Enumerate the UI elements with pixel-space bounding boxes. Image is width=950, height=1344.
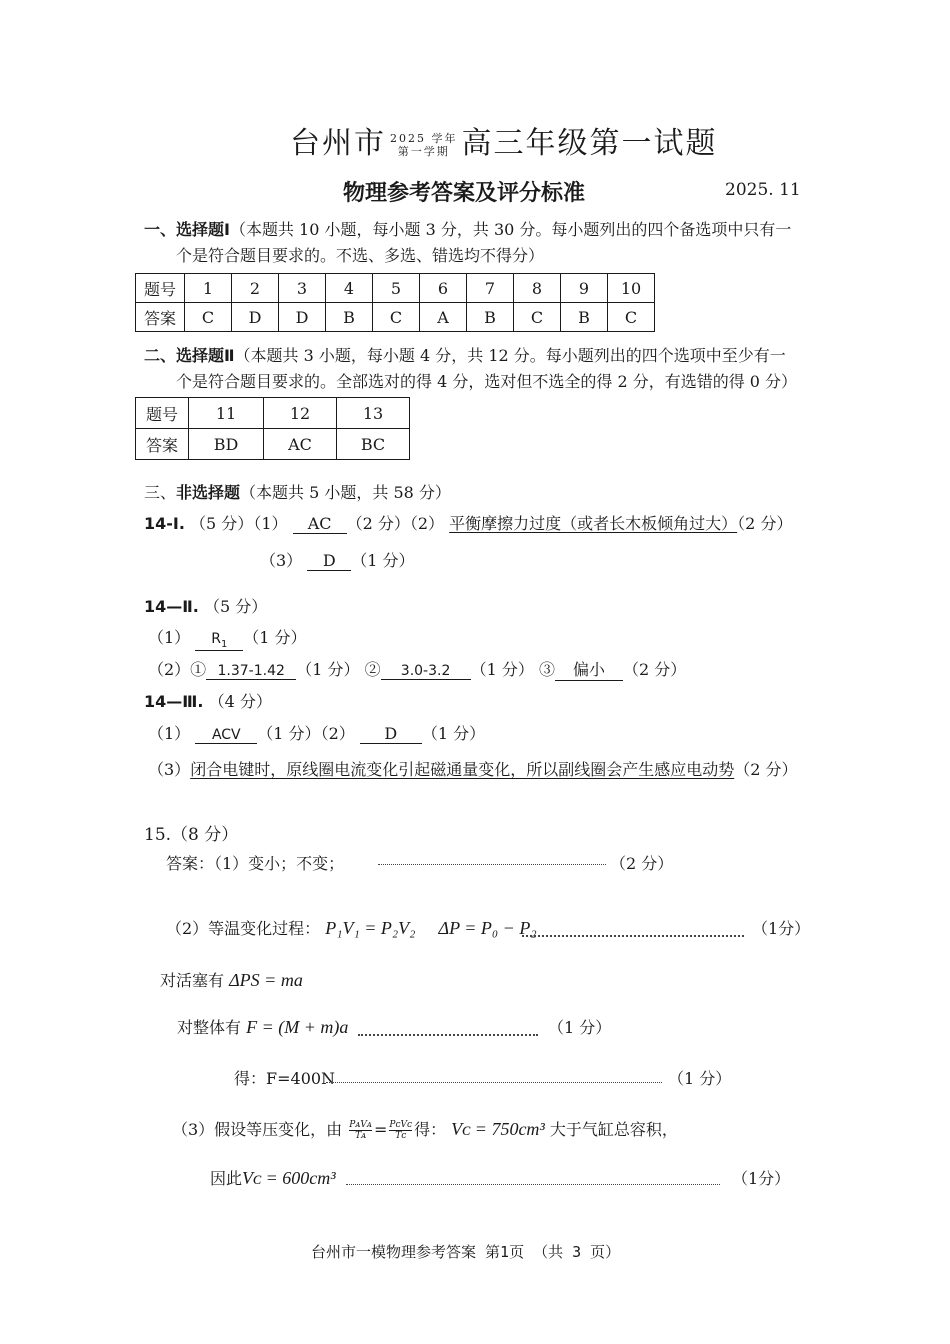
section1-desc2: 个是符合题目要求的。不选、多选、错选均不得分） <box>176 246 545 265</box>
q15-line1-score: （2 分） <box>610 854 674 873</box>
q14-2-label: 14—Ⅱ. <box>144 597 199 616</box>
q14-3-line0 <box>144 689 272 712</box>
q14-2-p3: ② <box>364 660 381 679</box>
table1-ans: D <box>232 303 279 332</box>
q15-line4-eq: F = (M + m)a <box>246 1017 349 1037</box>
q14-3-label: 14—Ⅲ. <box>144 692 204 711</box>
q14-3-p2: （2） <box>320 724 355 743</box>
table1-ans: C <box>514 303 561 332</box>
q15-line1-dots <box>378 864 606 865</box>
q14-2-answer4: 偏小 <box>555 657 623 681</box>
table2-label-num: 题号 <box>136 398 189 429</box>
q15-line7-prefix: 因此 <box>210 1169 243 1188</box>
q14-2-s3: （1 分） <box>470 660 534 679</box>
q14-2-line0 <box>144 594 267 617</box>
section1-desc1: （本题共 10 小题，每小题 3 分，共 30 分。每小题列出的四个备选项中只有一 <box>229 220 792 239</box>
section3-prefix: 三、 <box>144 483 177 502</box>
section3-heading: 非选择题 <box>176 483 241 502</box>
q15-line2-dots <box>522 935 744 937</box>
table2-num: 13 <box>337 398 410 429</box>
title-sup-bottom: 第一学期 <box>397 145 450 158</box>
q14-1-score: （5 分） <box>190 514 254 533</box>
table1-label-ans: 答案 <box>136 303 185 332</box>
q14-3-answer2: D <box>360 724 422 744</box>
table1-num: 8 <box>514 274 561 303</box>
q14-2-answer1-main: R <box>211 631 221 647</box>
table2-label-ans: 答案 <box>136 429 189 460</box>
table2-number-row <box>136 398 410 429</box>
title-right: 高三年级第一试题 <box>461 126 718 161</box>
q15-line4 <box>177 1015 348 1038</box>
table1-ans: D <box>279 303 326 332</box>
section1-heading: 一、选择题Ⅰ <box>144 220 230 239</box>
q15-line3 <box>160 968 303 991</box>
q14-1-p1: （1） <box>253 514 288 533</box>
title-term <box>390 132 458 158</box>
table1-ans: A <box>420 303 467 332</box>
q14-1-label: 14-Ⅰ. <box>144 514 185 533</box>
table1-num: 6 <box>420 274 467 303</box>
q14-3-answer3: 闭合电键时，原线圈电流变化引起磁通量变化，所以副线圈会产生感应电动势 <box>190 760 735 779</box>
q15-line7-eq: Vᴄ = 600cm³ <box>242 1168 336 1188</box>
section3-line <box>144 480 451 503</box>
table2-ans: BC <box>337 429 410 460</box>
title-left: 台州市 <box>290 126 386 161</box>
q14-1-s2: （2 分） <box>737 514 793 533</box>
q14-1-p3: （3） <box>260 551 303 570</box>
table2-num: 12 <box>264 398 337 429</box>
table1-ans: C <box>373 303 420 332</box>
table2-num: 11 <box>189 398 264 429</box>
q15-line6-suffix: 大于气缸总容积， <box>549 1120 678 1139</box>
q15-line5-dots <box>326 1082 662 1083</box>
q15-line5 <box>234 1066 335 1089</box>
q14-1-line2 <box>260 548 415 571</box>
q15-line5-score: （1 分） <box>668 1069 732 1088</box>
table1-ans: B <box>561 303 608 332</box>
table1-ans: B <box>467 303 514 332</box>
q14-2-s1: （1 分） <box>243 628 307 647</box>
table1-ans: B <box>326 303 373 332</box>
q14-2-p2: （2）① <box>148 660 207 679</box>
q14-3-answer1: ACV <box>195 727 257 744</box>
q15-line6-mid: 得： <box>414 1120 447 1139</box>
q14-3-s2: （1 分） <box>421 724 486 743</box>
q15-frac1 <box>349 1120 372 1141</box>
q15-line3-eq: ΔPS = ma <box>229 970 303 990</box>
q15-frac2-den: Tᴄ <box>395 1131 407 1141</box>
title-sup-top: 2025 学年 <box>390 132 458 145</box>
q15-line4-dots <box>358 1034 538 1036</box>
page-footer: 台州市一模物理参考答案 第1页 （共 3 页） <box>311 1243 621 1261</box>
q14-1-answer1: AC <box>293 514 347 534</box>
table1-answer-row <box>136 303 655 332</box>
q14-2-answer1 <box>195 631 243 651</box>
q15-header <box>144 820 238 845</box>
q14-1-p2: （2） <box>409 514 445 533</box>
q15-line4-prefix: 对整体有 <box>177 1018 242 1037</box>
q15-line2-eq2: ΔP = P₀ − P₂ <box>438 918 537 938</box>
table1-number-row <box>136 274 655 303</box>
q14-1-answer3: D <box>307 551 351 571</box>
answer-table-1 <box>135 273 655 332</box>
q15-line7 <box>210 1166 336 1189</box>
q14-2-answer1-sub: 1 <box>220 638 228 650</box>
table2-ans: BD <box>189 429 264 460</box>
table1-ans: C <box>185 303 232 332</box>
q15-line7-dots <box>346 1184 720 1185</box>
table1-num: 10 <box>608 274 655 303</box>
q15-line1-prefix: 答案：（1）变小；不变； <box>166 854 345 873</box>
q15-line5-prefix: 得：F=400N <box>234 1069 336 1088</box>
subtitle: 物理参考答案及评分标准 <box>343 181 586 206</box>
q15-frac1-num: PᴀVᴀ <box>349 1120 373 1130</box>
q14-3-s3: （2 分） <box>734 760 798 779</box>
q14-3-s1: （1 分） <box>257 724 321 743</box>
q15-line6-eq: Vᴄ = 750cm³ <box>451 1119 545 1139</box>
table1-num: 2 <box>232 274 279 303</box>
q15-line3-prefix: 对活塞有 <box>160 971 225 990</box>
q14-2-line1 <box>148 625 307 651</box>
q15-line4-score: （1 分） <box>548 1018 612 1037</box>
q15-line2-eq1: P₁V₁ = P₂V₂ <box>325 918 416 938</box>
q15-line6: （3）假设等压变化，由 $\frac{\text{PᴀVᴀ}}{\text{Tᴀ}}$ = $\frac{\text{PᴄVᴄ}}{\text{Tᴄ}}$ 得： Vᴄ = 750cm³ 大于气缸总容积， <box>172 1119 678 1141</box>
q15-label: 15. <box>144 825 172 845</box>
table1-num: 9 <box>561 274 608 303</box>
table1-ans: C <box>608 303 655 332</box>
q14-3-score: （4 分） <box>208 692 272 711</box>
section2-desc2: 个是符合题目要求的。全部选对的得 4 分，选对但不选全的得 2 分，有选错的得 0 分） <box>176 372 798 391</box>
section2-desc1: （本题共 3 小题，每小题 4 分，共 12 分。每小题列出的四个选项中至少有一 <box>234 346 786 365</box>
q14-1-answer2: 平衡摩擦力过度（或者长木板倾角过大） <box>449 514 738 533</box>
q15-line7-score: （1分） <box>732 1169 791 1188</box>
q14-3-line1 <box>148 721 485 744</box>
q14-3-p1: （1） <box>148 724 191 743</box>
q14-2-answer3: 3.0-3.2 <box>381 663 471 680</box>
q15-line6-prefix: （3）假设等压变化，由 <box>172 1120 343 1139</box>
q14-2-p1: （1） <box>148 628 191 647</box>
table1-num: 1 <box>185 274 232 303</box>
q15-line2-score: （1分） <box>752 919 811 938</box>
q15-line2 <box>166 916 537 939</box>
q15-frac2-num: PᴄVᴄ <box>389 1120 413 1130</box>
section2-heading: 二、选择题Ⅱ <box>144 346 235 365</box>
q14-3-line2 <box>148 757 797 780</box>
table1-num: 3 <box>279 274 326 303</box>
q14-2-p4: ③ <box>538 660 555 679</box>
section2-line1 <box>144 343 786 366</box>
q14-1-line1 <box>144 511 792 534</box>
section3-desc: （本题共 5 小题，共 58 分） <box>240 483 451 502</box>
answer-table-2 <box>135 397 410 460</box>
q14-1-s1: （2 分） <box>346 514 410 533</box>
table2-ans: AC <box>264 429 337 460</box>
table1-num: 5 <box>373 274 420 303</box>
q15-score: （8 分） <box>171 825 239 845</box>
table1-num: 7 <box>467 274 514 303</box>
q14-2-answer2: 1.37-1.42 <box>206 663 296 680</box>
date: 2025. 11 <box>725 180 801 200</box>
q15-frac2 <box>389 1120 412 1141</box>
q14-2-s2: （1 分） <box>296 660 360 679</box>
q14-3-p3: （3） <box>148 760 191 779</box>
q15-frac1-den: Tᴀ <box>355 1131 367 1141</box>
q14-2-score: （5 分） <box>203 597 268 616</box>
q14-2-s4: （2 分） <box>622 660 687 679</box>
q14-2-line2 <box>148 657 686 681</box>
q15-line2-prefix: （2）等温变化过程： <box>166 919 321 938</box>
table2-answer-row <box>136 429 410 460</box>
section1-line1 <box>144 217 791 240</box>
table1-label-num: 题号 <box>136 274 185 303</box>
page-title <box>290 118 718 162</box>
table1-num: 4 <box>326 274 373 303</box>
q14-1-s3: （1 分） <box>351 551 415 570</box>
q15-line1 <box>166 851 344 874</box>
